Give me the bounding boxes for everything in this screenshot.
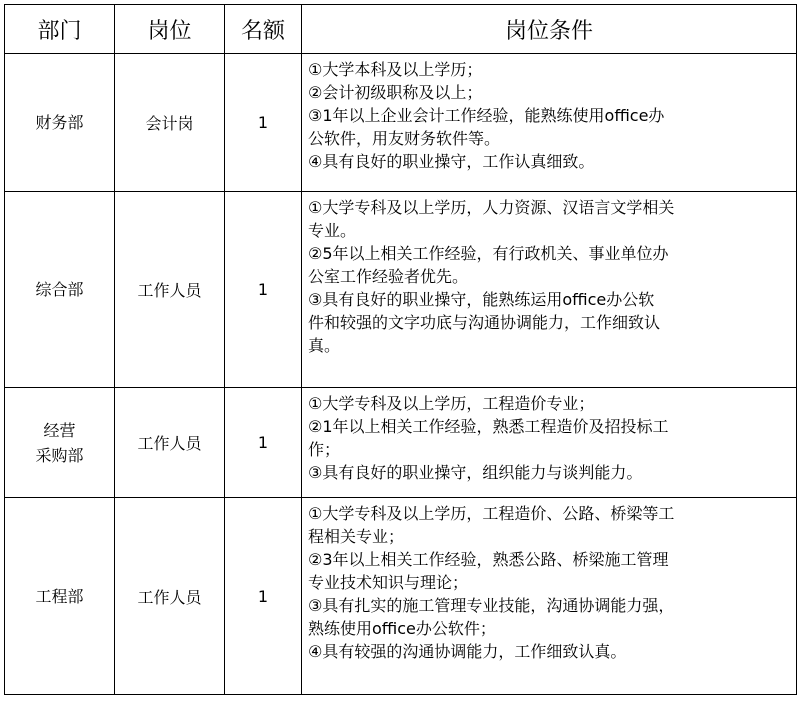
- header-position: 岗位: [115, 5, 225, 54]
- header-dept: 部门: [5, 5, 115, 54]
- dept-name: 工程部: [35, 586, 84, 606]
- conditions-cell: [302, 54, 797, 192]
- table-body: [5, 54, 797, 695]
- dept-name: 财务部: [35, 113, 84, 132]
- condition-line: ②3年以上相关工作经验，熟悉公路、桥梁施工管理: [308, 550, 669, 569]
- quota-cell: 1: [225, 192, 302, 388]
- condition-line: ①大学专科及以上学历，工程造价专业；: [308, 394, 595, 413]
- condition-line: 专业技术知识与理论；: [308, 573, 469, 592]
- condition-line: 件和较强的文字功底与沟通协调能力，工作细致认: [308, 313, 661, 332]
- table-row: [5, 498, 797, 695]
- condition-line: 熟练使用office办公软件；: [308, 619, 496, 638]
- conditions-cell: [302, 388, 797, 498]
- quota-cell: 1: [225, 54, 302, 192]
- condition-line: ②5年以上相关工作经验，有行政机关、事业单位办: [308, 244, 669, 263]
- position-cell: 工作人员: [115, 388, 225, 498]
- table-row: [5, 192, 797, 388]
- condition-line: 程相关专业；: [308, 527, 405, 546]
- dept-cell: [5, 388, 115, 498]
- condition-line: ①大学本科及以上学历；: [308, 60, 483, 79]
- conditions-cell: [302, 192, 797, 388]
- condition-line: ④具有较强的沟通协调能力，工作细致认真。: [308, 642, 627, 661]
- condition-line: ②会计初级职称及以上；: [308, 83, 483, 102]
- condition-line: ①大学专科及以上学历，人力资源、汉语言文学相关: [308, 198, 675, 217]
- table-row: [5, 388, 797, 498]
- dept-name: 经营: [43, 420, 76, 440]
- condition-line: ②1年以上相关工作经验，熟悉工程造价及招投标工: [308, 417, 669, 436]
- condition-line: ③具有良好的职业操守，组织能力与谈判能力。: [308, 463, 643, 482]
- dept-name: 采购部: [35, 445, 84, 465]
- header-conditions: 岗位条件: [302, 5, 797, 54]
- condition-line: 真。: [308, 336, 341, 355]
- quota-cell: 1: [225, 498, 302, 695]
- condition-line: 公室工作经验者优先。: [308, 267, 469, 286]
- position-cell: 会计岗: [115, 54, 225, 192]
- conditions-cell: [302, 498, 797, 695]
- dept-name: 综合部: [35, 280, 84, 299]
- dept-cell: [5, 498, 115, 695]
- position-cell: 工作人员: [115, 192, 225, 388]
- condition-line: ③具有良好的职业操守，能熟练运用office办公软: [308, 290, 655, 309]
- position-cell: 工作人员: [115, 498, 225, 695]
- condition-line: 作；: [308, 440, 341, 459]
- job-requirements-table: [4, 4, 797, 695]
- table-row: [5, 54, 797, 192]
- condition-line: ④具有良好的职业操守，工作认真细致。: [308, 152, 595, 171]
- condition-line: ③1年以上企业会计工作经验，能熟练使用office办: [308, 106, 665, 125]
- dept-cell: [5, 192, 115, 388]
- quota-cell: 1: [225, 388, 302, 498]
- condition-line: ①大学专科及以上学历，工程造价、公路、桥梁等工: [308, 504, 675, 523]
- condition-line: ③具有扎实的施工管理专业技能，沟通协调能力强，: [308, 596, 675, 615]
- dept-cell: [5, 54, 115, 192]
- condition-line: 专业。: [308, 221, 357, 240]
- header-quota: 名额: [225, 5, 302, 54]
- header-row: [5, 5, 797, 54]
- condition-line: 公软件，用友财务软件等。: [308, 129, 501, 148]
